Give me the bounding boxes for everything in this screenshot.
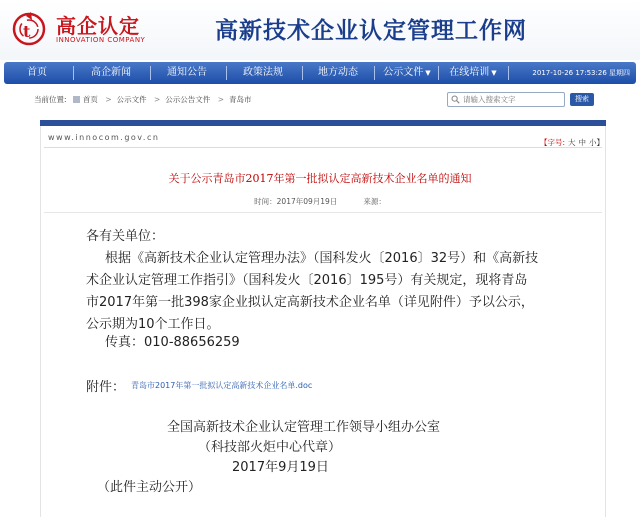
nav-item-home[interactable]: 首页 [27, 67, 47, 78]
nav-item-local-news[interactable]: 地方动态 [318, 67, 358, 78]
font-size-medium[interactable]: 中 [578, 138, 586, 147]
signature-agent: （科技部火炬中心代章） [198, 440, 342, 455]
logo-text: 高企认定 [56, 14, 140, 38]
signature-organization: 全国高新技术企业认定管理工作领导小组办公室 [167, 420, 441, 435]
site-header [0, 0, 640, 60]
font-size-label: 【字号: [539, 138, 565, 147]
logo-subtext: INNOVATION COMPANY [56, 36, 146, 44]
breadcrumb-separator: > [217, 95, 224, 104]
breadcrumb-item-home[interactable]: 首页 [82, 95, 98, 104]
breadcrumb-separator: > [154, 95, 161, 104]
paragraph-line: 公示期为10个工作日。 [86, 317, 220, 332]
search-box [447, 92, 565, 107]
search-button[interactable]: 搜索 [570, 93, 594, 106]
attachment-label: 附件： [86, 380, 126, 395]
main-nav [4, 62, 636, 84]
nav-item-notices[interactable]: 通知公告 [167, 67, 207, 78]
divider [44, 147, 602, 148]
panel-top-bar [40, 120, 606, 126]
breadcrumb-item-public-files[interactable]: 公示文件 [116, 95, 147, 104]
signature-date: 2017年9月19日 [232, 460, 329, 475]
site-logo[interactable] [10, 8, 150, 50]
font-size-large[interactable]: 大 [568, 138, 576, 147]
breadcrumb-separator: > [105, 95, 112, 104]
nav-divider [73, 66, 74, 80]
chevron-down-icon: ▼ [425, 69, 431, 77]
site-title: 高新技术企业认定管理工作网 [215, 17, 527, 44]
svg-text:t: t [23, 22, 31, 41]
nav-divider [508, 66, 509, 80]
nav-item-label: 在线培训 [449, 67, 490, 78]
nav-item-online-training[interactable] [440, 62, 506, 84]
breadcrumb-label: 当前位置: [34, 95, 67, 104]
font-size-small[interactable]: 小】 [589, 138, 604, 147]
current-datetime: 2017-10-26 17:53:26 星期四 [532, 69, 630, 77]
paragraph-line: 术企业认定管理工作指引》（国科发火〔2016〕195号）有关规定，现将青岛 [86, 273, 528, 288]
attachment-link[interactable]: 青岛市2017年第一批拟认定高新技术企业名单.doc [131, 381, 313, 390]
breadcrumb-item-qingdao[interactable]: 青岛市 [228, 95, 252, 104]
article-title: 关于公示青岛市2017年第一批拟认定高新技术企业名单的通知 [168, 172, 472, 185]
search-input[interactable] [463, 94, 561, 105]
article-meta [0, 196, 640, 207]
breadcrumb [34, 94, 251, 105]
fax-number: 传真：010-88656259 [105, 335, 240, 350]
paragraph-line: 根据《高新技术企业认定管理办法》（国科发火〔2016〕32号）和《高新技 [105, 251, 539, 266]
site-url: www.innocom.gov.cn [48, 133, 160, 142]
nav-divider [438, 66, 439, 80]
nav-item-policies[interactable]: 政策法规 [243, 67, 283, 78]
paragraph-line: 市2017年第一批398家企业拟认定高新技术企业名单（详见附件）予以公示， [86, 295, 534, 310]
article-source: 来源： [363, 197, 386, 206]
breadcrumb-item-notice-files[interactable]: 公示公告文件 [165, 95, 211, 104]
search-icon [451, 95, 460, 104]
publish-time: 时间：2017年09月19日 [254, 197, 338, 206]
divider [44, 212, 602, 213]
chevron-down-icon: ▼ [491, 69, 497, 77]
nav-divider [150, 66, 151, 80]
home-icon [73, 95, 83, 104]
nav-item-public-files[interactable] [376, 62, 438, 84]
greeting: 各有关单位： [86, 229, 165, 244]
nav-divider [374, 66, 375, 80]
disclosure-note: （此件主动公开） [97, 480, 202, 495]
nav-divider [226, 66, 227, 80]
logo-mark-icon [10, 8, 48, 48]
nav-item-news[interactable]: 高企新闻 [91, 67, 131, 78]
nav-item-label: 公示文件 [383, 67, 424, 78]
